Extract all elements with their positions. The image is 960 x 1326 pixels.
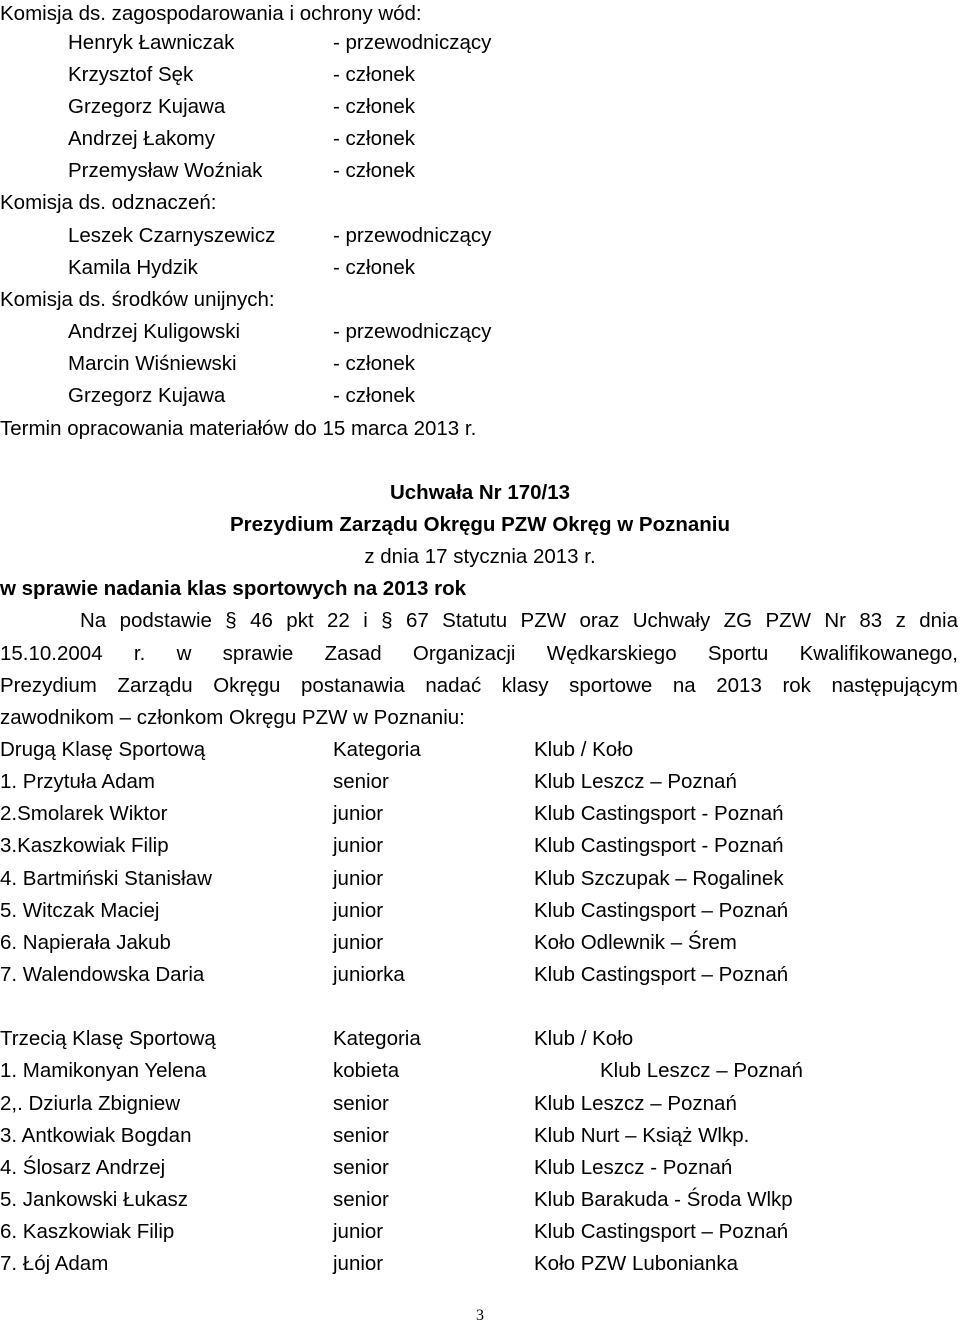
column-header-name: Trzecią Klasę Sportową	[0, 1027, 216, 1050]
member-row	[0, 348, 960, 380]
resolution-paragraph-line: zawodnikom – członkom Okręgu PZW w Poznaniu:	[0, 706, 465, 729]
athlete-category: junior	[333, 1220, 384, 1243]
column-header-club: Klub / Koło	[534, 1027, 634, 1050]
table-row	[0, 895, 960, 927]
member-row	[0, 316, 960, 348]
member-name: Kamila Hydzik	[68, 256, 198, 279]
member-name: Leszek Czarnyszewicz	[68, 224, 276, 247]
member-role: - członek	[333, 352, 416, 375]
table-row	[0, 1120, 960, 1152]
athlete-name: 5. Witczak Maciej	[0, 899, 160, 922]
athlete-club: Klub Castingsport – Poznań	[534, 963, 789, 986]
athlete-category: senior	[333, 770, 389, 793]
member-row	[0, 91, 960, 123]
table-row	[0, 766, 960, 798]
resolution-body-name: Prezydium Zarządu Okręgu PZW Okręg w Poznaniu	[229, 513, 731, 536]
member-role: - członek	[333, 127, 416, 150]
table-row	[0, 1088, 960, 1120]
member-row	[0, 380, 960, 412]
member-role: - członek	[333, 159, 416, 182]
table-row	[0, 863, 960, 895]
athlete-name: 1. Przytuła Adam	[0, 770, 155, 793]
athlete-name: 1. Mamikonyan Yelena	[0, 1059, 207, 1082]
resolution-subject: w sprawie nadania klas sportowych na 2013 rok	[0, 577, 466, 600]
member-name: Przemysław Woźniak	[68, 159, 263, 182]
column-header-name: Drugą Klasę Sportową	[0, 738, 206, 761]
athlete-name: 4. Ślosarz Andrzej	[0, 1156, 166, 1179]
member-row	[0, 252, 960, 284]
table-row	[0, 830, 960, 862]
member-role: - członek	[333, 384, 416, 407]
member-name: Henryk Ławniczak	[68, 31, 235, 54]
athlete-club: Klub Leszcz – Poznań	[600, 1059, 803, 1082]
member-role: - przewodniczący	[333, 224, 492, 247]
athlete-club: Klub Barakuda - Środa Wlkp	[534, 1188, 793, 1211]
athlete-club: Klub Castingsport - Poznań	[534, 834, 784, 857]
table-row	[0, 1184, 960, 1216]
resolution-date: z dnia 17 stycznia 2013 r.	[364, 545, 596, 568]
class3-header-row	[0, 1023, 960, 1055]
resolution-title: Uchwała Nr 170/13	[389, 481, 571, 504]
table-row	[0, 1248, 960, 1280]
athlete-category: senior	[333, 1156, 389, 1179]
athlete-category: junior	[333, 867, 384, 890]
athlete-category: juniorka	[333, 963, 405, 986]
athlete-name: 3. Antkowiak Bogdan	[0, 1124, 192, 1147]
column-header-category: Kategoria	[333, 738, 421, 761]
athlete-category: junior	[333, 802, 384, 825]
member-name: Andrzej Kuligowski	[68, 320, 241, 343]
athlete-club: Klub Castingsport – Poznań	[534, 899, 789, 922]
athlete-club: Koło Odlewnik – Śrem	[534, 931, 737, 954]
class2-header-row	[0, 734, 960, 766]
member-role: - członek	[333, 95, 416, 118]
resolution-paragraph-line: Na podstawie § 46 pkt 22 i § 67 Statutu PZW oraz Uchwały ZG PZW Nr 83 z dnia	[80, 609, 958, 632]
commission-heading: Komisja ds. zagospodarowania i ochrony wód:	[0, 2, 422, 25]
athlete-category: junior	[333, 1252, 384, 1275]
member-role: - członek	[333, 63, 416, 86]
member-role: - przewodniczący	[333, 320, 492, 343]
page-number: 3	[476, 1307, 484, 1324]
column-header-club: Klub / Koło	[534, 738, 634, 761]
member-row	[0, 27, 960, 59]
member-name: Grzegorz Kujawa	[68, 384, 226, 407]
table-row	[0, 959, 960, 991]
athlete-club: Klub Nurt – Książ Wlkp.	[534, 1124, 750, 1147]
member-row	[0, 220, 960, 252]
member-role: - przewodniczący	[333, 31, 492, 54]
athlete-name: 7. Walendowska Daria	[0, 963, 205, 986]
commission-heading: Komisja ds. odznaczeń:	[0, 191, 217, 214]
resolution-paragraph-line: Prezydium Zarządu Okręgu postanawia nadać klasy sportowe na 2013 rok następującym	[0, 674, 958, 697]
athlete-name: 2.Smolarek Wiktor	[0, 802, 168, 825]
athlete-club: Klub Leszcz – Poznań	[534, 1092, 737, 1115]
athlete-category: senior	[333, 1092, 389, 1115]
athlete-category: junior	[333, 834, 384, 857]
athlete-name: 6. Kaszkowiak Filip	[0, 1220, 175, 1243]
athlete-category: senior	[333, 1124, 389, 1147]
member-row	[0, 59, 960, 91]
table-row	[0, 798, 960, 830]
athlete-name: 5. Jankowski Łukasz	[0, 1188, 189, 1211]
member-name: Krzysztof Sęk	[68, 63, 194, 86]
athlete-name: 2,. Dziurla Zbigniew	[0, 1092, 181, 1115]
resolution-paragraph-line: 15.10.2004 r. w sprawie Zasad Organizacji Wędkarskiego Sportu Kwalifikowanego,	[0, 642, 958, 665]
deadline-text: Termin opracowania materiałów do 15 marca 2013 r.	[0, 417, 477, 440]
athlete-club: Klub Szczupak – Rogalinek	[534, 867, 784, 890]
table-row	[0, 927, 960, 959]
commission-heading: Komisja ds. środków unijnych:	[0, 288, 275, 311]
athlete-category: kobieta	[333, 1059, 400, 1082]
member-name: Andrzej Łakomy	[68, 127, 215, 150]
athlete-club: Klub Castingsport – Poznań	[534, 1220, 789, 1243]
athlete-name: 7. Łój Adam	[0, 1252, 109, 1275]
column-header-category: Kategoria	[333, 1027, 421, 1050]
table-row	[0, 1216, 960, 1248]
table-row	[0, 1055, 960, 1087]
table-row	[0, 1152, 960, 1184]
member-row	[0, 155, 960, 187]
member-name: Marcin Wiśniewski	[68, 352, 237, 375]
athlete-name: 6. Napierała Jakub	[0, 931, 171, 954]
athlete-club: Koło PZW Lubonianka	[534, 1252, 738, 1275]
athlete-name: 3.Kaszkowiak Filip	[0, 834, 169, 857]
athlete-club: Klub Leszcz – Poznań	[534, 770, 737, 793]
athlete-club: Klub Castingsport - Poznań	[534, 802, 784, 825]
athlete-name: 4. Bartmiński Stanisław	[0, 867, 212, 890]
athlete-category: junior	[333, 899, 384, 922]
member-row	[0, 123, 960, 155]
athlete-category: senior	[333, 1188, 389, 1211]
member-role: - członek	[333, 256, 416, 279]
athlete-category: junior	[333, 931, 384, 954]
member-name: Grzegorz Kujawa	[68, 95, 226, 118]
athlete-club: Klub Leszcz - Poznań	[534, 1156, 733, 1179]
